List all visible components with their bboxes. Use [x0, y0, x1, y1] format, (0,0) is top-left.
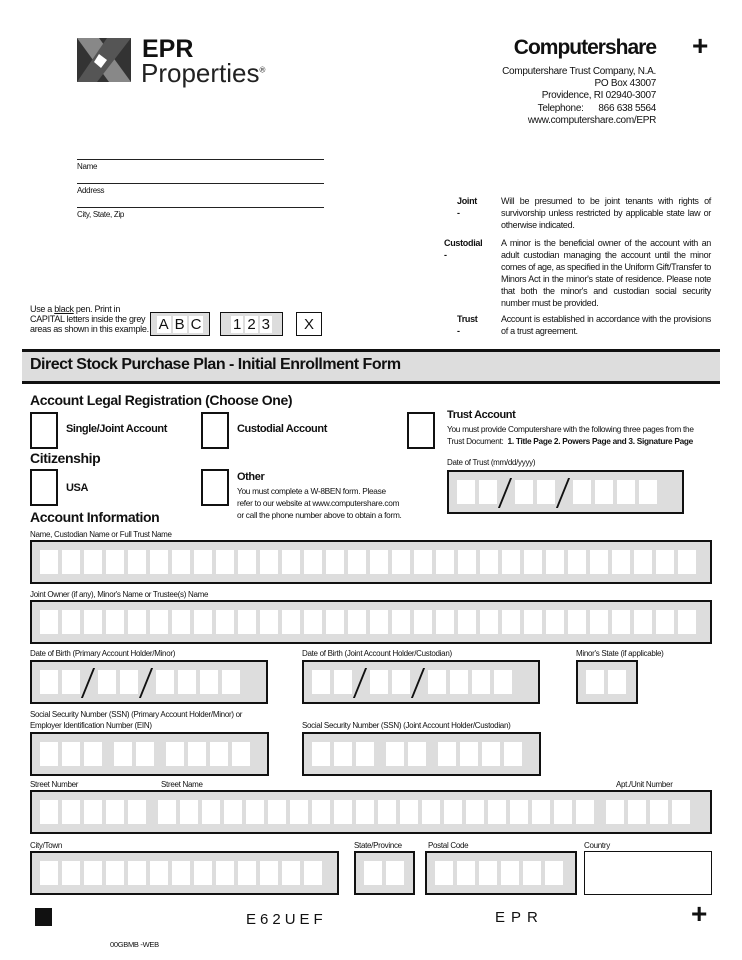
character-cell[interactable]	[62, 742, 80, 766]
character-cell[interactable]	[438, 742, 456, 766]
city-field[interactable]	[30, 851, 339, 895]
character-cell[interactable]	[172, 610, 190, 634]
character-cell[interactable]	[216, 861, 234, 885]
address-line: Providence, RI 02940-3007	[541, 90, 656, 102]
character-cell[interactable]	[312, 670, 330, 694]
character-cell[interactable]	[586, 670, 604, 694]
date-separator	[411, 668, 425, 698]
character-cell[interactable]	[650, 800, 668, 824]
registration-heading: Account Legal Registration (Choose One)	[30, 392, 293, 408]
character-cell[interactable]	[84, 800, 102, 824]
website: www.computershare.com/EPR	[527, 114, 656, 126]
character-cell[interactable]	[545, 861, 563, 885]
character-cell[interactable]	[150, 610, 168, 634]
date-separator	[139, 668, 153, 698]
character-cell[interactable]	[194, 550, 212, 574]
character-cell[interactable]	[370, 610, 388, 634]
character-cell[interactable]	[334, 670, 352, 694]
character-cell[interactable]	[172, 550, 190, 574]
character-cell[interactable]	[524, 550, 542, 574]
character-cell[interactable]	[356, 800, 374, 824]
character-cell[interactable]	[210, 742, 228, 766]
city-state-zip-label: City, State, Zip	[77, 210, 125, 219]
character-cell[interactable]	[172, 861, 190, 885]
registration-mark-icon: +	[691, 898, 708, 929]
address-line: PO Box 43007	[594, 78, 656, 90]
citizenship-heading: Citizenship	[30, 450, 101, 466]
character-cell[interactable]	[334, 800, 352, 824]
address-line: Computershare Trust Company, N.A.	[502, 66, 656, 77]
character-cell[interactable]	[537, 480, 555, 504]
epr-logo-icon	[77, 38, 131, 82]
character-cell[interactable]	[282, 610, 300, 634]
date-separator	[353, 668, 367, 698]
character-cell[interactable]	[334, 742, 352, 766]
character-cell[interactable]	[444, 800, 462, 824]
logo-properties-text: Properties	[141, 58, 260, 88]
character-cell[interactable]	[304, 610, 322, 634]
character-cell[interactable]	[106, 861, 124, 885]
alignment-mark-icon	[35, 908, 52, 926]
logo-epr: EPR	[142, 35, 194, 63]
character-cell[interactable]	[414, 610, 432, 634]
example-letters: A B C	[150, 312, 210, 336]
full-name-field[interactable]	[30, 540, 712, 584]
company-address	[502, 66, 656, 127]
state-label: State/Province	[354, 841, 402, 850]
character-cell[interactable]	[634, 550, 652, 574]
definition-text: Account is established in accordance with the provisions of a trust agreement.	[501, 314, 711, 336]
character-cell[interactable]	[260, 861, 278, 885]
character-cell[interactable]	[106, 610, 124, 634]
character-cell[interactable]	[158, 800, 176, 824]
term: Trust -	[457, 314, 478, 336]
character-cell[interactable]	[40, 742, 58, 766]
dob-primary-label: Date of Birth (Primary Account Holder/Minor)	[30, 649, 176, 658]
character-cell[interactable]	[408, 742, 426, 766]
character-cell[interactable]	[457, 861, 475, 885]
character-cell[interactable]	[392, 550, 410, 574]
character-cell[interactable]	[576, 800, 594, 824]
minor-state-label: Minor's State (if applicable)	[576, 649, 664, 658]
character-cell[interactable]	[136, 742, 154, 766]
character-cell[interactable]	[546, 610, 564, 634]
character-cell[interactable]	[200, 670, 218, 694]
character-cell[interactable]	[238, 861, 256, 885]
usa-checkbox[interactable]	[30, 469, 58, 506]
character-cell[interactable]	[472, 670, 490, 694]
other-label: Other	[237, 471, 265, 483]
character-cell[interactable]	[370, 550, 388, 574]
ssn-primary-label: Social Security Number (SSN) (Primary Account Holder/Minor) or Employer Identification Number (EIN)	[30, 710, 243, 730]
name-label: Name	[77, 162, 98, 171]
character-cell[interactable]	[634, 610, 652, 634]
other-citizenship-checkbox[interactable]	[201, 469, 229, 506]
character-cell[interactable]	[606, 800, 624, 824]
character-cell[interactable]	[156, 670, 174, 694]
state-field[interactable]	[354, 851, 415, 895]
character-cell[interactable]	[84, 610, 102, 634]
character-cell[interactable]	[370, 670, 388, 694]
usa-label: USA	[66, 482, 89, 494]
character-cell[interactable]	[128, 550, 146, 574]
trust-instructions: You must provide Computershare with the following three pages from the Trust Document: 1. Title Page 2. Powers Page and 3. Signature Page	[447, 424, 694, 446]
character-cell[interactable]	[612, 610, 630, 634]
character-cell[interactable]	[62, 610, 80, 634]
street-number-label: Street Number	[30, 780, 79, 789]
dob-primary-field[interactable]	[30, 660, 268, 704]
character-cell[interactable]	[40, 550, 58, 574]
single-joint-label: Single/Joint Account	[66, 423, 167, 435]
character-cell[interactable]	[480, 550, 498, 574]
date-of-trust-label: Date of Trust (mm/dd/yyyy)	[447, 458, 536, 467]
character-cell[interactable]	[568, 550, 586, 574]
custodial-label: Custodial Account	[237, 423, 327, 435]
character-cell[interactable]	[84, 861, 102, 885]
form-code: E62UEF	[246, 911, 327, 928]
date-separator	[498, 478, 512, 508]
character-cell[interactable]	[106, 550, 124, 574]
character-cell[interactable]	[62, 800, 80, 824]
character-cell[interactable]	[436, 550, 454, 574]
character-cell[interactable]	[312, 800, 330, 824]
telephone: Telephone: 866 638 5564	[537, 102, 656, 114]
character-cell[interactable]	[386, 742, 404, 766]
character-cell[interactable]	[450, 670, 468, 694]
character-cell[interactable]	[326, 610, 344, 634]
character-cell[interactable]	[84, 550, 102, 574]
pen-instructions: Use a black pen. Print in CAPITAL letters inside the grey areas as shown in this example.	[30, 304, 149, 334]
character-cell[interactable]	[62, 861, 80, 885]
date-separator	[81, 668, 95, 698]
character-cell[interactable]	[466, 800, 484, 824]
character-cell[interactable]	[290, 800, 308, 824]
minor-state-field[interactable]	[576, 660, 638, 704]
character-cell[interactable]	[40, 670, 58, 694]
character-cell[interactable]	[523, 861, 541, 885]
account-info-heading: Account Information	[30, 509, 160, 525]
character-cell[interactable]	[460, 742, 478, 766]
character-cell[interactable]	[428, 670, 446, 694]
character-cell[interactable]	[595, 480, 613, 504]
character-cell[interactable]	[40, 610, 58, 634]
ssn-joint-label: Social Security Number (SSN) (Joint Account Holder/Custodian)	[302, 721, 511, 730]
page-title: Direct Stock Purchase Plan - Initial Enrollment Form	[30, 356, 401, 373]
character-cell[interactable]	[435, 861, 453, 885]
character-cell[interactable]	[166, 742, 184, 766]
logo-properties	[141, 58, 265, 89]
company-code: EPR	[495, 909, 544, 926]
definition-text: Will be presumed to be joint tenants with rights of survivorship unless restricted by applicable state law or otherwise indicated.	[501, 196, 711, 230]
character-cell[interactable]	[479, 480, 497, 504]
country-label: Country	[584, 841, 610, 850]
registered-mark: ®	[259, 65, 266, 75]
character-cell[interactable]	[364, 861, 382, 885]
character-cell[interactable]	[304, 861, 322, 885]
date-of-trust-field[interactable]	[447, 470, 684, 514]
form-id: 00GBMB -WEB	[110, 940, 159, 949]
character-cell[interactable]	[480, 610, 498, 634]
character-cell[interactable]	[457, 480, 475, 504]
character-cell[interactable]	[532, 800, 550, 824]
character-cell[interactable]	[128, 861, 146, 885]
character-cell[interactable]	[194, 610, 212, 634]
character-cell[interactable]	[612, 550, 630, 574]
character-cell[interactable]	[188, 742, 206, 766]
character-cell[interactable]	[238, 550, 256, 574]
registration-mark-icon: +	[692, 30, 709, 61]
joint-owner-label: Joint Owner (if any), Minor's Name or Trustee(s) Name	[30, 590, 209, 599]
character-cell[interactable]	[590, 550, 608, 574]
character-cell[interactable]	[501, 861, 519, 885]
joint-owner-field[interactable]	[30, 600, 712, 644]
character-cell[interactable]	[414, 550, 432, 574]
apt-label: Apt./Unit Number	[616, 780, 673, 789]
character-cell[interactable]	[128, 610, 146, 634]
character-cell[interactable]	[608, 670, 626, 694]
character-cell[interactable]	[106, 800, 124, 824]
character-cell[interactable]	[356, 742, 374, 766]
character-cell[interactable]	[479, 861, 497, 885]
ssn-primary-field[interactable]	[30, 732, 269, 776]
dob-joint-label: Date of Birth (Joint Account Holder/Custodian)	[302, 649, 452, 658]
character-cell[interactable]	[150, 550, 168, 574]
date-separator	[556, 478, 570, 508]
character-cell[interactable]	[120, 670, 138, 694]
trust-heading: Trust Account	[447, 409, 516, 421]
character-cell[interactable]	[392, 610, 410, 634]
character-cell[interactable]	[639, 480, 657, 504]
character-cell[interactable]	[222, 670, 240, 694]
character-cell[interactable]	[504, 742, 522, 766]
character-cell[interactable]	[458, 550, 476, 574]
single-joint-checkbox[interactable]	[30, 412, 58, 449]
character-cell[interactable]	[216, 610, 234, 634]
definition-text: A minor is the beneficial owner of the account with an adult custodian managing the account until the minor comes of age, as specified in the Uniform Gift/Transfer to Minors Act in the minor's state of residence. Please note that both the minor's and custodian social security number must be provided.	[501, 238, 711, 308]
character-cell[interactable]	[312, 742, 330, 766]
character-cell[interactable]	[678, 550, 696, 574]
character-cell[interactable]	[62, 550, 80, 574]
address-label: Address	[77, 186, 105, 195]
character-cell[interactable]	[216, 550, 234, 574]
character-cell[interactable]	[617, 480, 635, 504]
character-cell[interactable]	[458, 610, 476, 634]
character-cell[interactable]	[488, 800, 506, 824]
character-cell[interactable]	[232, 742, 250, 766]
character-cell[interactable]	[436, 610, 454, 634]
character-cell[interactable]	[98, 670, 116, 694]
country-field[interactable]	[584, 851, 712, 895]
character-cell[interactable]	[672, 800, 690, 824]
street-name-label: Street Name	[161, 780, 203, 789]
character-cell[interactable]	[224, 800, 242, 824]
character-cell[interactable]	[202, 800, 220, 824]
character-cell[interactable]	[348, 550, 366, 574]
dob-joint-field[interactable]	[302, 660, 540, 704]
character-cell[interactable]	[260, 550, 278, 574]
character-cell[interactable]	[282, 861, 300, 885]
character-cell[interactable]	[678, 610, 696, 634]
character-cell[interactable]	[422, 800, 440, 824]
character-cell[interactable]	[40, 861, 58, 885]
character-cell[interactable]	[502, 610, 520, 634]
character-cell[interactable]	[546, 550, 564, 574]
character-cell[interactable]	[62, 670, 80, 694]
character-cell[interactable]	[326, 550, 344, 574]
character-cell[interactable]	[400, 800, 418, 824]
character-cell[interactable]	[282, 550, 300, 574]
postal-code-field[interactable]	[425, 851, 577, 895]
custodial-checkbox[interactable]	[201, 412, 229, 449]
ssn-joint-field[interactable]	[302, 732, 541, 776]
other-instructions: You must complete a W-8BEN form. Please refer to our website at www.computershare.com or call the phone number above to obtain a form.	[237, 486, 402, 520]
character-cell[interactable]	[260, 610, 278, 634]
character-cell[interactable]	[150, 861, 168, 885]
example-checkmark: X	[296, 312, 322, 336]
character-cell[interactable]	[246, 800, 264, 824]
street-address-field[interactable]	[30, 790, 712, 834]
character-cell[interactable]	[554, 800, 572, 824]
character-cell[interactable]	[515, 480, 533, 504]
term: Custodial -	[444, 238, 483, 260]
character-cell[interactable]	[348, 610, 366, 634]
character-cell[interactable]	[573, 480, 591, 504]
character-cell[interactable]	[656, 610, 674, 634]
term: Joint -	[457, 196, 477, 218]
character-cell[interactable]	[392, 670, 410, 694]
character-cell[interactable]	[40, 800, 58, 824]
character-cell[interactable]	[84, 742, 102, 766]
character-cell[interactable]	[238, 610, 256, 634]
character-cell[interactable]	[568, 610, 586, 634]
character-cell[interactable]	[386, 861, 404, 885]
character-cell[interactable]	[524, 610, 542, 634]
character-cell[interactable]	[194, 861, 212, 885]
character-cell[interactable]	[494, 670, 512, 694]
character-cell[interactable]	[590, 610, 608, 634]
character-cell[interactable]	[128, 800, 146, 824]
character-cell[interactable]	[178, 670, 196, 694]
name-field-label: Name, Custodian Name or Full Trust Name	[30, 530, 172, 539]
computershare-logo: Computershare	[513, 36, 656, 59]
character-cell[interactable]	[180, 800, 198, 824]
character-cell[interactable]	[628, 800, 646, 824]
character-cell[interactable]	[656, 550, 674, 574]
character-cell[interactable]	[482, 742, 500, 766]
example-numbers: 1 2 3	[220, 312, 283, 336]
character-cell[interactable]	[268, 800, 286, 824]
character-cell[interactable]	[114, 742, 132, 766]
character-cell[interactable]	[502, 550, 520, 574]
trust-checkbox[interactable]	[407, 412, 435, 449]
character-cell[interactable]	[378, 800, 396, 824]
city-label: City/Town	[30, 841, 62, 850]
postal-label: Postal Code	[428, 841, 469, 850]
character-cell[interactable]	[304, 550, 322, 574]
character-cell[interactable]	[510, 800, 528, 824]
